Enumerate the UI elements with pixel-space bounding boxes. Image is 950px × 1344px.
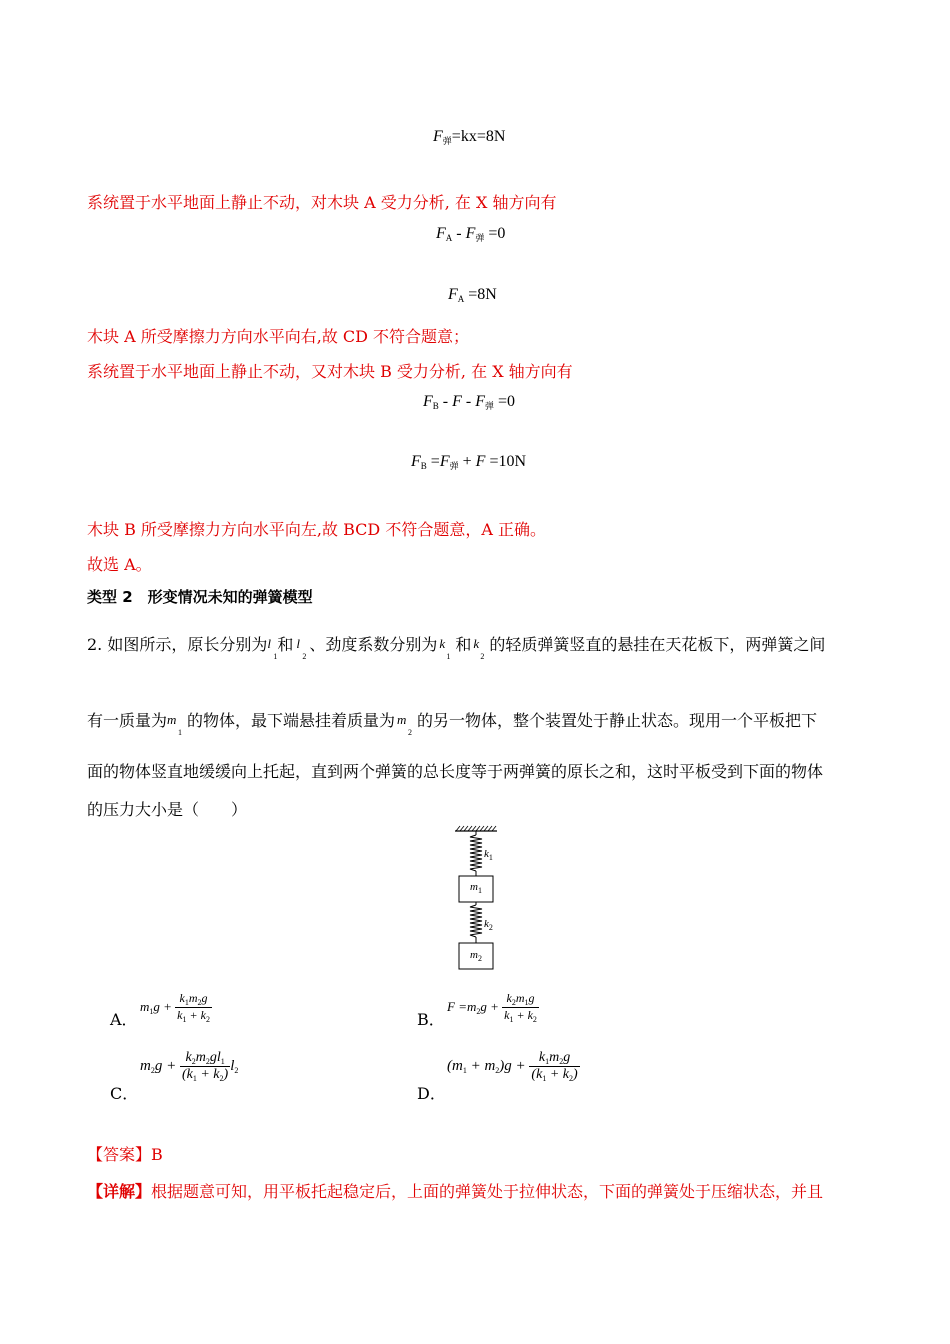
equation-b-balance: $F_B - F - F_弹 =0$ xyxy=(423,393,516,411)
fig-label-m1: $m_1$ xyxy=(470,881,482,895)
equation-fa-value: $F_A =8N$ xyxy=(448,286,497,304)
option-b-formula: $F =m_2g$ + $\frac{k_2m_1g}{k_1 + k_2}$ xyxy=(447,991,537,1024)
option-a-formula: $m_1g$ + $\frac{k_1m_2g}{k_1 + k_2}$ xyxy=(140,991,210,1024)
option-a-label[interactable]: A． xyxy=(110,1010,138,1029)
equation-spring-force: $F_弹=kx=8N$ xyxy=(433,128,506,146)
option-c-formula: $m_2g$ + $\frac{k_2m_2gl_1}{(k_1 + k_2)}$ $l_2$ xyxy=(140,1050,239,1083)
option-d-formula: $(m_1 + m_2)g$ + $\frac{k_1m_2g}{(k_1 + k_2)}$ xyxy=(447,1050,578,1083)
text-line: 故选 A。 xyxy=(87,555,152,574)
option-c-label[interactable]: C． xyxy=(110,1084,139,1103)
fig-label-m2: $m_2$ xyxy=(470,949,482,963)
equation-a-balance: $F_A - F_弹 =0$ xyxy=(436,225,506,243)
text-line: 系统置于水平地面上静止不动，对木块 A 受力分析, 在 X 轴方向有 xyxy=(87,193,557,212)
answer-line: 【答案】B xyxy=(87,1145,163,1164)
question-line-2: 有一质量为 m $_1$ 的物体，最下端悬挂着质量为 m $_2$ 的另一物体，整个装置处于静止状态。现用一个平板把下 xyxy=(87,711,818,737)
option-d-label[interactable]: D． xyxy=(417,1084,446,1103)
detail-line: 【详解】根据题意可知，用平板托起稳定后，上面的弹簧处于拉伸状态，下面的弹簧处于压缩状态，并且 xyxy=(87,1182,824,1201)
text-line: 木块 A 所受摩擦力方向水平向右,故 CD 不符合题意； xyxy=(87,327,470,346)
question-line-4: 的压力大小是（ ） xyxy=(87,800,248,819)
text-line: 木块 B 所受摩擦力方向水平向左,故 BCD 不符合题意，A 正确。 xyxy=(87,520,546,539)
option-b-label[interactable]: B． xyxy=(417,1010,445,1029)
section-title: 类型 2 形变情况未知的弹簧模型 xyxy=(87,588,313,606)
equation-fb-value: $F_B =F_弹 + F =10N$ xyxy=(411,453,527,471)
question-line-1: 2. 如图所示，原长分别为 l $_1$ 和 l $_2$ 、劲度系数分别为 k $_1$ 和 k $_2$ 的轻质弹簧竖直的悬挂在天花板下，两弹簧之间 xyxy=(87,635,826,661)
question-line-3: 面的物体竖直地缓缓向上托起，直到两个弹簧的总长度等于两弹簧的原长之和，这时平板受到下面的物体 xyxy=(87,762,824,781)
fig-label-k1: $k_1$ xyxy=(484,848,493,862)
text-line: 系统置于水平地面上静止不动，又对木块 B 受力分析, 在 X 轴方向有 xyxy=(87,362,573,381)
fig-label-k2: $k_2$ xyxy=(484,918,493,932)
